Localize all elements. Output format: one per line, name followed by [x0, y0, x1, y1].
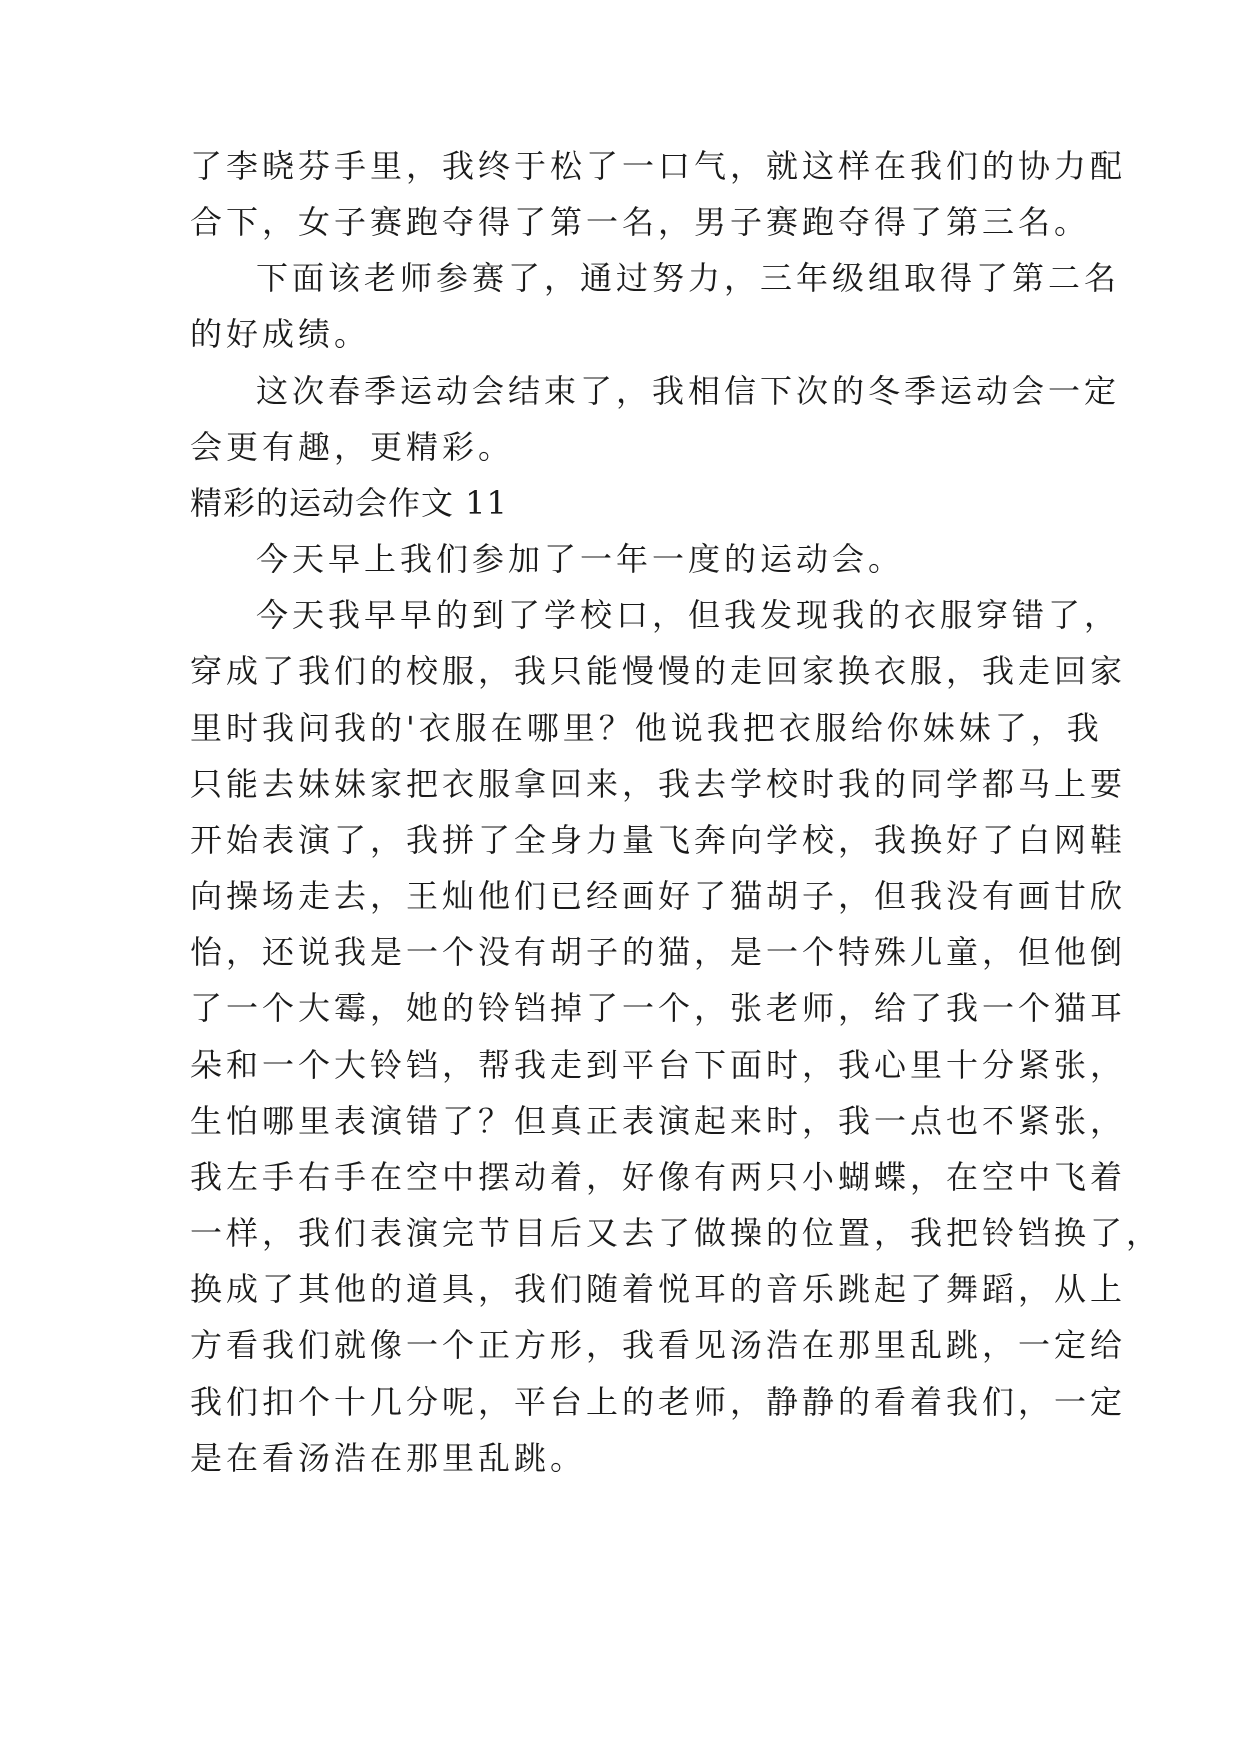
text-line: 的好成绩。	[190, 315, 371, 353]
text-line: 朵和一个大铃铛，帮我走到平台下面时，我心里十分紧张，	[190, 1046, 1127, 1084]
text-line: 生怕哪里表演错了？但真正表演起来时，我一点也不紧张，	[190, 1102, 1127, 1140]
text-line: 合下，女子赛跑夺得了第一名，男子赛跑夺得了第三名。	[190, 203, 1091, 241]
text-line: 了李晓芬手里，我终于松了一口气，就这样在我们的协力配	[190, 147, 1127, 185]
text-line: 我们扣个十几分呢，平台上的老师，静静的看着我们，一定	[190, 1383, 1127, 1421]
text-line: 里时我问我的'衣服在哪里？他说我把衣服给你妹妹了，我	[190, 709, 1103, 747]
paragraph-first-line: 这次春季运动会结束了，我相信下次的冬季运动会一定	[256, 372, 1121, 410]
text-line: 怡，还说我是一个没有胡子的猫，是一个特殊儿童，但他倒	[190, 933, 1127, 971]
text-line: 方看我们就像一个正方形，我看见汤浩在那里乱跳，一定给	[190, 1326, 1127, 1364]
paragraph-first-line: 下面该老师参赛了，通过努力，三年级组取得了第二名	[256, 259, 1121, 297]
text-line: 开始表演了，我拼了全身力量飞奔向学校，我换好了白网鞋	[190, 821, 1127, 859]
paragraph-first-line: 今天我早早的到了学校口，但我发现我的衣服穿错了，	[256, 596, 1121, 634]
text-line: 会更有趣，更精彩。	[190, 428, 515, 466]
text-line: 向操场走去，王灿他们已经画好了猫胡子，但我没有画甘欣	[190, 877, 1127, 915]
paragraph-first-line: 今天早上我们参加了一年一度的运动会。	[256, 540, 905, 578]
text-line: 了一个大霉，她的铃铛掉了一个，张老师，给了我一个猫耳	[190, 989, 1127, 1027]
text-line: 是在看汤浩在那里乱跳。	[190, 1439, 587, 1477]
text-line: 我左手右手在空中摆动着，好像有两只小蝴蝶，在空中飞着	[190, 1158, 1127, 1196]
text-line: 一样，我们表演完节目后又去了做操的位置，我把铃铛换了，	[190, 1214, 1163, 1252]
section-heading: 精彩的运动会作文 11	[190, 484, 508, 522]
text-line: 换成了其他的道具，我们随着悦耳的音乐跳起了舞蹈，从上	[190, 1270, 1127, 1308]
text-line: 只能去妹妹家把衣服拿回来，我去学校时我的同学都马上要	[190, 765, 1127, 803]
text-line: 穿成了我们的校服，我只能慢慢的走回家换衣服，我走回家	[190, 652, 1127, 690]
